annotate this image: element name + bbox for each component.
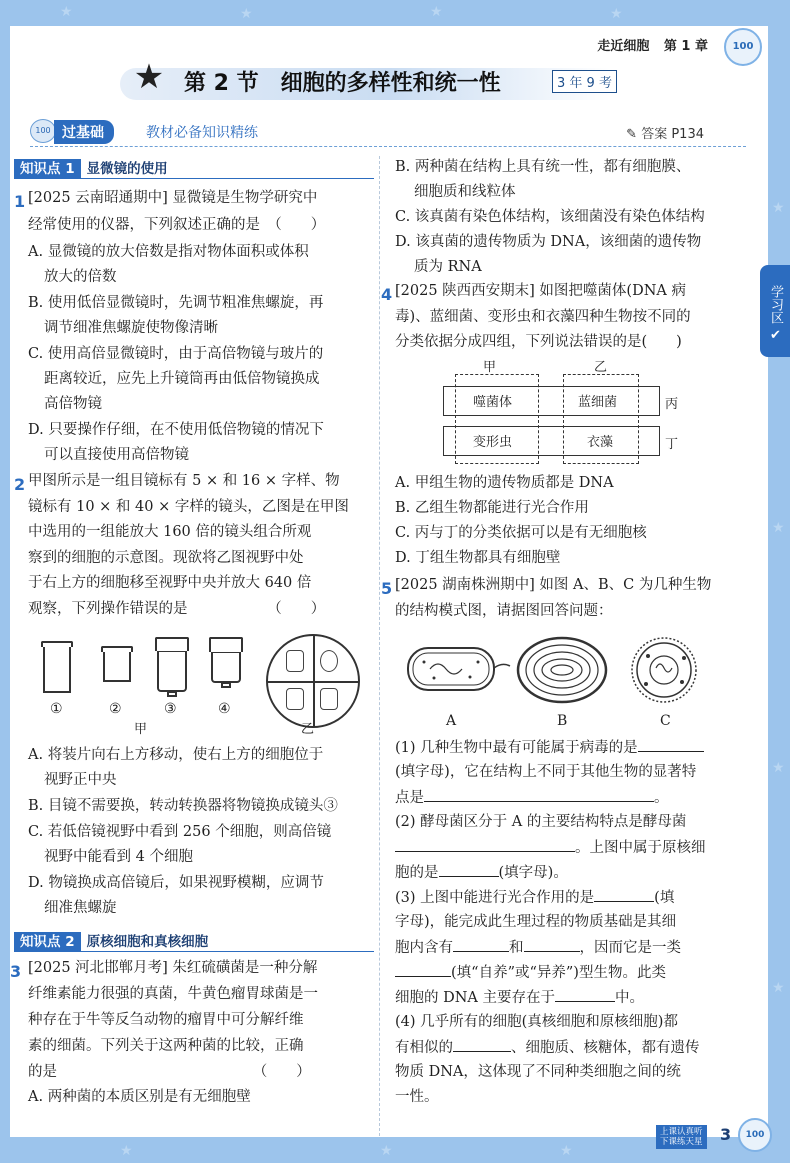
q5-part4-line: 物质 DNA，这体现了不同种类细胞之间的统 — [395, 1064, 681, 1080]
q5-part3-line: 字母)，能完成此生理过程的物质基础是其细 — [395, 914, 677, 930]
fig-caption-yi: 乙 — [301, 722, 315, 737]
unit-name: 走近细胞 — [597, 39, 650, 54]
question-number: 5 — [381, 579, 393, 598]
q1-option-a: 放大的倍数 — [44, 269, 117, 285]
q1-option-b[interactable]: B. 使用低倍显微镜时，先调节粗准焦螺旋，再 — [28, 295, 324, 311]
q5-text: 点是 — [395, 790, 424, 806]
star-icon: ★ — [772, 760, 785, 776]
cell-a-bacterium — [408, 648, 510, 690]
q5-text: (填“自养”或“异养”)型生物。此类 — [451, 965, 666, 981]
q4-stem-line: 毒)、蓝细菌、变形虫和衣藻四种生物按不同的 — [395, 309, 691, 325]
page-number: 3 — [720, 1125, 732, 1144]
kp-underline — [14, 951, 374, 952]
q1-option-c: 高倍物镜 — [44, 396, 102, 412]
q5-text: (填 — [654, 890, 675, 906]
q1-stem-line: 经常使用的仪器，下列叙述正确的是 （ ） — [28, 217, 326, 233]
answer-blank[interactable] — [424, 787, 654, 802]
star-icon: ★ — [60, 4, 73, 20]
q3-stem-line: 的是 （ ） — [28, 1064, 311, 1080]
q4-option-a[interactable]: A. 甲组生物的遗传物质都是 DNA — [395, 475, 614, 491]
star-icon: ★ — [430, 4, 443, 20]
q1-option-b: 调节细准焦螺旋使物像清晰 — [44, 320, 218, 336]
objective-lens-3 — [157, 650, 187, 692]
q2-option-d: 细准焦螺旋 — [44, 900, 117, 916]
question-number: 3 — [10, 962, 22, 981]
q5-part1 — [395, 737, 704, 758]
slogan-line: 上课认真听 — [660, 1127, 703, 1137]
q2-option-b[interactable]: B. 目镜不需要换，转动转换器将物镜换成镜头③ — [28, 798, 338, 814]
star-icon: ★ — [133, 57, 165, 97]
section-subtitle: 教材必备知识精练 — [146, 125, 258, 141]
q5-text: (填字母)。 — [498, 865, 568, 881]
knowledge-point-title: 原核细胞和真核细胞 — [86, 934, 209, 950]
q5-text: 和 — [509, 940, 524, 956]
q4-option-c[interactable]: C. 丙与丁的分类依据可以是有无细胞核 — [395, 525, 647, 541]
crosshair-v — [313, 636, 315, 726]
group-label-ding: 丁 — [665, 437, 679, 452]
cell-label-a: A — [446, 713, 457, 729]
q2-option-d[interactable]: D. 物镜换成高倍镜后，如果视野模糊，应调节 — [28, 875, 324, 891]
running-header — [587, 35, 708, 54]
q4-stem-line: 分类依据分成四组，下列说法错误的是( ) — [395, 334, 682, 350]
q3-option-a[interactable]: A. 两种菌的本质区别是有无细胞壁 — [28, 1089, 251, 1105]
knowledge-point-number: 知识点 2 — [14, 932, 81, 952]
star-icon: ★ — [380, 1143, 393, 1159]
section-title: 细胞的多样性和统一性 — [280, 71, 501, 96]
q5-text: ，因而它是一类 — [579, 940, 681, 956]
q2-option-c[interactable]: C. 若低倍镜视野中看到 256 个细胞，则高倍镜 — [28, 824, 332, 840]
q4-option-d[interactable]: D. 丁组生物都具有细胞壁 — [395, 550, 561, 566]
answer-reference — [626, 123, 704, 142]
q5-text: 胞内含有 — [395, 940, 453, 956]
lens-tip — [221, 682, 231, 688]
q3-option-d: 质为 RNA — [414, 259, 482, 275]
q1-stem-line: [2025 云南昭通期中] 显微镜是生物学研究中 — [28, 190, 318, 206]
question-number: 1 — [14, 192, 26, 211]
side-tab-label: 学习区 — [768, 284, 783, 324]
star-icon: ★ — [772, 520, 785, 536]
pencil-icon: ✎ — [626, 127, 638, 142]
lens-cap — [101, 646, 133, 652]
cell-structure-figure — [400, 632, 700, 712]
group-label-yi: 乙 — [594, 360, 608, 375]
group-label-bing: 丙 — [665, 397, 679, 412]
q5-text: 胞的是 — [395, 865, 439, 881]
footer-slogan — [656, 1125, 707, 1149]
exam-frequency-badge: 3 年 9 考 — [552, 70, 617, 93]
q5-part3-line — [395, 962, 666, 983]
objective-lens-4 — [211, 651, 241, 683]
q1-option-d[interactable]: D. 只要操作仔细，在不使用低倍物镜的情况下 — [28, 422, 324, 438]
answer-blank[interactable] — [638, 737, 704, 752]
q5-text: 细胞的 DNA 主要存在于 — [395, 990, 556, 1006]
lens-cap — [41, 641, 73, 647]
q5-text: 有相似的 — [395, 1040, 453, 1056]
answer-page: 答案 P134 — [641, 127, 704, 142]
q1-option-c[interactable]: C. 使用高倍显微镜时，由于高倍物镜与玻片的 — [28, 346, 324, 362]
cell-shape — [286, 650, 304, 672]
logo-icon: 100 — [738, 1118, 772, 1152]
knowledge-point-1 — [14, 157, 168, 177]
fig-caption-jia: 甲 — [134, 722, 148, 737]
knowledge-point-number: 知识点 1 — [14, 159, 81, 179]
lens-tip — [167, 691, 177, 697]
q5-part4-line: 一性。 — [395, 1089, 439, 1105]
answer-blank[interactable] — [439, 862, 499, 877]
q2-option-a[interactable]: A. 将装片向右上方移动，使右上方的细胞位于 — [28, 747, 324, 763]
q5-text: 、细胞质、核糖体，都有遗传 — [511, 1040, 700, 1056]
frame-left — [0, 0, 10, 1163]
q5-part1-line — [395, 787, 669, 808]
fig-label: ② — [109, 701, 122, 717]
frame-top — [0, 0, 790, 26]
star-icon: ★ — [120, 1143, 133, 1159]
answer-blank[interactable] — [453, 1037, 511, 1052]
q2-stem-line: 镜标有 10 × 和 40 × 字样的镜头，乙图是在甲图 — [28, 499, 349, 515]
lens-cap — [155, 637, 189, 651]
mascot-icon: 100 — [30, 119, 56, 143]
q5-part2-line — [395, 862, 568, 883]
knowledge-point-title: 显微镜的使用 — [86, 161, 168, 177]
lens-cap — [209, 637, 243, 652]
slogan-line: 下课练天星 — [660, 1137, 703, 1147]
q2-option-c: 视野中能看到 4 个细胞 — [44, 849, 193, 865]
star-icon: ★ — [610, 6, 623, 22]
eyepiece-lens-2 — [103, 650, 131, 682]
q1-option-c: 距离较近，应先上升镜筒再由低倍物镜换成 — [44, 371, 320, 387]
q3-option-b[interactable]: B. 两种菌在结构上具有统一性，都有细胞膜、 — [395, 159, 691, 175]
q2-stem-line: 甲图所示是一组目镜标有 5 × 和 16 × 字样、物 — [28, 473, 340, 489]
cell-c-yeast — [632, 638, 696, 702]
answer-blank[interactable] — [453, 937, 509, 952]
fig-label: ③ — [164, 701, 177, 717]
q3-option-c[interactable]: C. 该真菌有染色体结构，该细菌没有染色体结构 — [395, 209, 705, 225]
section-tag: 过基础 — [54, 120, 114, 144]
answer-blank[interactable] — [555, 987, 615, 1002]
q1-option-d: 可以直接使用高倍物镜 — [44, 447, 189, 463]
star-icon: ★ — [240, 6, 253, 22]
q3-stem-line: 种存在于牛等反刍动物的瘤胃中可分解纤维 — [28, 1012, 304, 1028]
fig-label: ① — [50, 701, 63, 717]
question-number: 4 — [381, 285, 393, 304]
star-icon: ★ — [560, 1143, 573, 1159]
q5-part4: (4) 几乎所有的细胞(真核细胞和原核细胞)都 — [395, 1014, 678, 1030]
q5-text: (1) 几种生物中最有可能属于病毒的是 — [395, 740, 638, 756]
answer-blank[interactable] — [594, 887, 654, 902]
cell-label-b: B — [557, 713, 568, 729]
side-tab-study-area[interactable]: 学习区 ✔ — [760, 265, 790, 357]
q5-text: 。上图中属于原核细 — [575, 840, 706, 856]
eyepiece-lens-1 — [43, 645, 71, 693]
knowledge-point-2 — [14, 930, 208, 950]
q4-stem-line: [2025 陕西西安期末] 如图把噬菌体(DNA 病 — [395, 283, 686, 299]
q5-text: 。 — [654, 790, 669, 806]
answer-blank[interactable] — [395, 962, 451, 977]
cell-b-cyanobacterium — [518, 638, 606, 702]
q5-part2-line — [395, 837, 706, 858]
organism-label: 噬菌体 — [473, 395, 513, 410]
q4-option-b[interactable]: B. 乙组生物都能进行光合作用 — [395, 500, 589, 516]
q2-stem-line: 中选用的一组能放大 160 倍的镜头组合所观 — [28, 524, 312, 540]
q3-option-d[interactable]: D. 该真菌的遗传物质为 DNA，该细菌的遗传物 — [395, 234, 702, 250]
question-number: 2 — [14, 475, 26, 494]
group-label-jia: 甲 — [483, 360, 497, 375]
cell-label-c: C — [660, 713, 671, 729]
q2-option-a: 视野正中央 — [44, 772, 117, 788]
kp-underline — [14, 178, 374, 179]
q1-option-a[interactable]: A. 显微镜的放大倍数是指对物体面积或体积 — [28, 244, 309, 260]
cell-shape — [286, 688, 304, 710]
q5-part4-line — [395, 1037, 700, 1058]
q2-stem-line: 察到的细胞的示意图。现欲将乙图视野中处 — [28, 550, 304, 566]
section-number: 第 2 节 — [184, 71, 259, 96]
q5-part1-line: (填字母)，它在结构上不同于其他生物的显著特 — [395, 764, 697, 780]
cell-shape — [320, 688, 338, 710]
organism-label: 蓝细菌 — [578, 395, 618, 410]
chapter-label: 第 1 章 — [663, 39, 708, 54]
q5-part3-line — [395, 937, 681, 958]
q5-stem-line: 的结构模式图，请据图回答问题： — [395, 603, 613, 619]
q2-stem-line: 观察，下列操作错误的是 （ ） — [28, 601, 326, 617]
q3-option-b: 细胞质和线粒体 — [414, 184, 516, 200]
q3-stem-line: [2025 河北邯郸月考] 朱红硫磺菌是一种分解 — [28, 960, 318, 976]
section-divider — [30, 146, 746, 147]
organism-label: 衣藻 — [587, 435, 614, 450]
microscope-view-field — [266, 634, 360, 728]
logo-icon: 100 — [724, 28, 762, 66]
star-icon: ★ — [772, 200, 785, 216]
q5-part2: (2) 酵母菌区分于 A 的主要结构特点是酵母菌 — [395, 814, 687, 830]
cell-shape — [320, 650, 338, 672]
q5-stem-line: [2025 湖南株洲期中] 如图 A、B、C 为几种生物 — [395, 577, 712, 593]
fig-label: ④ — [218, 701, 231, 717]
q3-stem-line: 素的细菌。下列关于这两种菌的比较，正确 — [28, 1038, 304, 1054]
column-divider — [379, 156, 380, 1136]
q5-text: (3) 上图中能进行光合作用的是 — [395, 890, 595, 906]
page-title — [184, 66, 501, 97]
organism-label: 变形虫 — [473, 435, 513, 450]
answer-blank[interactable] — [524, 937, 580, 952]
q5-part3-line — [395, 987, 644, 1008]
q2-stem-line: 于右上方的细胞移至视野中央并放大 640 倍 — [28, 575, 312, 591]
star-icon: ★ — [772, 980, 785, 996]
q5-text: 中。 — [615, 990, 645, 1006]
answer-blank[interactable] — [395, 837, 575, 852]
q5-part3 — [395, 887, 674, 908]
q3-stem-line: 纤维素能力很强的真菌，牛黄色瘤胃球菌是一 — [28, 986, 318, 1002]
